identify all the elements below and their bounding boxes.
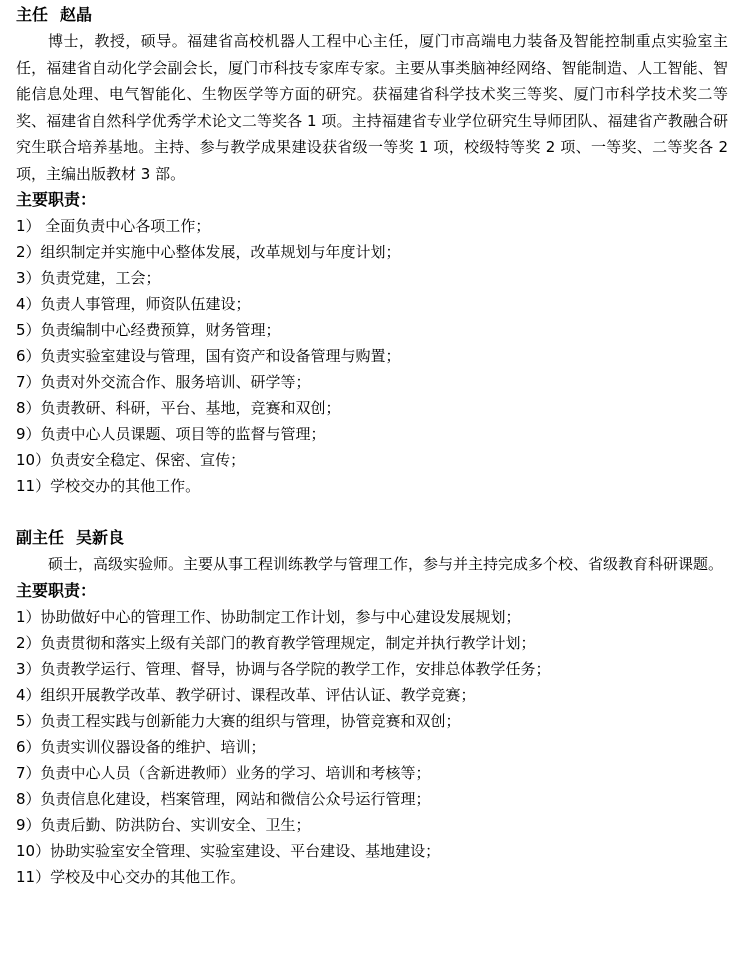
duty-item: 3）负责党建，工会； xyxy=(16,269,161,287)
deputy-duties-list xyxy=(16,604,728,890)
deputy-section xyxy=(16,525,728,890)
director-bio: 博士，教授，硕导。福建省高校机器人工程中心主任，厦门市高端电力装备及智能控制重点实验室主任，福建省自动化学会副会长，厦门市科技专家库专家。主要从事类脑神经网络、智能制造、人工智能、智能信息处理、电气智能化、生物医学等方面的研究。获福建省科学技术奖三等奖、厦门市科学技术奖二等奖、福建省自然科学优秀学术论文二等奖各 1 项。主持福建省专业学位研究生导师团队、福建省产教融合研究生联合培养基地。主持、参与教学成果建设获省级一等奖 1 项，校级特等奖 2 项、一等奖、二等奖各 2 项，主编出版教材 3 部。 xyxy=(16,32,728,183)
duty-item: 5）负责工程实践与创新能力大赛的组织与管理，协管竞赛和双创； xyxy=(16,711,461,730)
duty-item: 10）协助实验室安全管理、实验室建设、平台建设、基地建设； xyxy=(16,841,441,860)
deputy-duties-label: 主要职责： xyxy=(16,580,97,600)
director-heading xyxy=(16,2,728,28)
duty-item: 5）负责编制中心经费预算，财务管理； xyxy=(16,321,281,339)
duty-item: 11）学校及中心交办的其他工作。 xyxy=(16,867,246,886)
duty-item: 4）负责人事管理，师资队伍建设； xyxy=(16,295,251,313)
director-duties-label: 主要职责： xyxy=(16,190,97,209)
director-name: 赵晶 xyxy=(60,5,93,24)
duty-item: 9）负责后勤、防洪防台、实训安全、卫生； xyxy=(16,815,311,834)
duty-item: 8）负责教研、科研，平台、基地，竞赛和双创； xyxy=(16,399,341,417)
duty-item: 6）负责实训仪器设备的维护、培训； xyxy=(16,737,266,756)
duty-item: 8）负责信息化建设，档案管理，网站和微信公众号运行管理； xyxy=(16,789,431,808)
duty-item: 1）协助做好中心的管理工作、协助制定工作计划，参与中心建设发展规划； xyxy=(16,607,521,626)
duty-item: 3）负责教学运行、管理、督导，协调与各学院的教学工作，安排总体教学任务； xyxy=(16,659,551,678)
deputy-heading xyxy=(16,525,728,551)
section-spacer xyxy=(16,499,728,525)
duty-item: 6）负责实验室建设与管理，国有资产和设备管理与购置； xyxy=(16,347,401,365)
director-section xyxy=(16,2,728,499)
duty-item: 2）组织制定并实施中心整体发展，改革规划与年度计划； xyxy=(16,243,401,261)
deputy-name: 吴新良 xyxy=(76,528,125,547)
duty-item: 9）负责中心人员课题、项目等的监督与管理； xyxy=(16,425,326,443)
director-role: 主任 xyxy=(16,5,49,24)
duty-item: 7）负责中心人员（含新进教师）业务的学习、培训和考核等； xyxy=(16,763,431,782)
duty-item: 4）组织开展教学改革、教学研讨、课程改革、评估认证、教学竞赛； xyxy=(16,685,476,704)
deputy-bio: 硕士，高级实验师。主要从事工程训练教学与管理工作，参与并主持完成多个校、省级教育科研课题。 xyxy=(48,555,724,573)
duty-item: 11）学校交办的其他工作。 xyxy=(16,477,201,495)
duty-item: 1） 全面负责中心各项工作； xyxy=(16,217,211,235)
duty-item: 7）负责对外交流合作、服务培训、研学等； xyxy=(16,373,311,391)
duty-item: 10）负责安全稳定、保密、宣传； xyxy=(16,451,246,469)
deputy-role: 副主任 xyxy=(16,528,65,547)
director-duties-list xyxy=(16,213,728,499)
duty-item: 2）负责贯彻和落实上级有关部门的教育教学管理规定，制定并执行教学计划； xyxy=(16,633,536,652)
